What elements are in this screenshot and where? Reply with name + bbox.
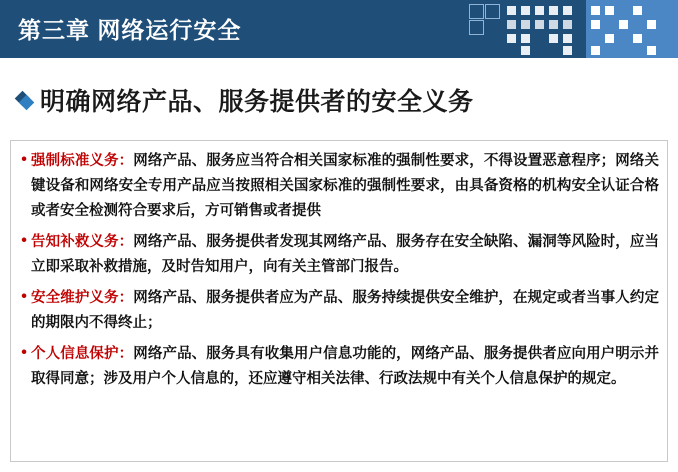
deco-dot [549, 6, 558, 15]
content-box [10, 140, 668, 462]
section-heading [16, 82, 474, 118]
deco-dot [605, 34, 614, 43]
list-item-term: 告知补救义务： [31, 234, 134, 250]
bullet-marker: • [21, 232, 27, 249]
deco-dot [563, 6, 572, 15]
list-item-text: 网络产品、服务具有收集用户信息功能的，网络产品、服务提供者应向用户明示并取得同意；涉及用户个人信息的，还应遵守相关法律、行政法规中有关个人信息保护的规定。 [31, 346, 659, 387]
bullet-marker: • [21, 151, 27, 168]
deco-dot [563, 20, 572, 29]
list-item [17, 149, 659, 224]
deco-dot [549, 20, 558, 29]
deco-dot [535, 6, 544, 15]
deco-square-outline [485, 4, 500, 19]
page-title: 第三章 网络运行安全 [18, 17, 242, 43]
list-item-term: 安全维护义务： [31, 290, 134, 306]
list-item [17, 230, 659, 280]
deco-dot [647, 20, 656, 29]
deco-dot [507, 34, 516, 43]
section-heading-label: 明确网络产品、服务提供者的安全义务 [40, 88, 474, 116]
deco-dot [619, 20, 628, 29]
bullet-list [17, 149, 659, 392]
deco-dot [535, 20, 544, 29]
deco-dot [563, 34, 572, 43]
list-item-body [31, 286, 659, 336]
deco-dot [549, 34, 558, 43]
list-item [17, 286, 659, 336]
list-item [17, 342, 659, 392]
deco-dot [605, 6, 614, 15]
deco-dot [591, 20, 600, 29]
deco-dot [507, 20, 516, 29]
deco-dot [521, 46, 530, 55]
list-item-body [31, 149, 659, 224]
list-item-text: 网络产品、服务提供者发现其网络产品、服务存在安全缺陷、漏洞等风险时，应当立即采取补救措施，及时告知用户，向有关主管部门报告。 [31, 234, 659, 275]
bullet-marker: • [21, 288, 27, 305]
bullet-marker: • [21, 344, 27, 361]
deco-dot [507, 6, 516, 15]
deco-dot [563, 46, 572, 55]
deco-dot [647, 46, 656, 55]
deco-dot [521, 34, 530, 43]
slide-header [0, 0, 678, 58]
diamond-bullet-icon [16, 92, 33, 109]
deco-square-outline [469, 20, 484, 35]
deco-square-outline [469, 4, 484, 19]
list-item-body [31, 342, 659, 392]
deco-dot [521, 20, 530, 29]
list-item-term: 强制标准义务： [31, 153, 134, 169]
deco-dot [521, 6, 530, 15]
header-decoration [463, 0, 678, 58]
deco-dot [591, 46, 600, 55]
deco-dot [633, 6, 642, 15]
list-item-text: 网络产品、服务应当符合相关国家标准的强制性要求，不得设置恶意程序；网络关键设备和网络安全专用产品应当按照相关国家标准的强制性要求，由具备资格的机构安全认证合格或者安全检测符合要求后，方可销售或者提供 [31, 153, 659, 219]
list-item-text: 网络产品、服务提供者应为产品、服务持续提供安全维护，在规定或者当事人约定的期限内不得终止； [31, 290, 659, 331]
deco-dot [591, 6, 600, 15]
list-item-body [31, 230, 659, 280]
deco-dot [633, 34, 642, 43]
list-item-term: 个人信息保护： [31, 346, 134, 362]
